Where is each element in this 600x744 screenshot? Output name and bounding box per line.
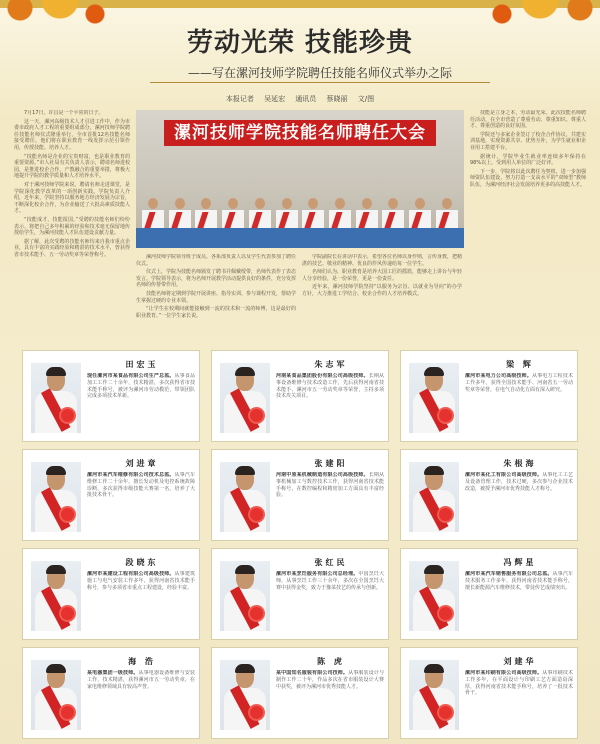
master-card [400,647,578,739]
master-card [22,350,200,442]
byline-part: 文/图 [357,95,375,103]
master-portrait [220,363,270,433]
master-portrait [409,561,459,631]
article-paragraph: “让学生在校期间就能接触到一流的技术和一流的师傅，这是最好的职业教育。”一位学生家长说。 [136,306,296,319]
master-title: 漯河市某烹饪服务有限公司总经理。 [276,571,359,577]
master-title: 漯河市某化工有限公司高级技师。 [465,472,543,478]
master-card [400,449,578,541]
master-description [87,670,195,734]
article-column-1 [14,110,130,342]
article-paragraph: 对于漯河技师学院来说，聘请名师走进课堂，是学院深化教学改革的一项创新实践。学院负责人介绍，近年来，学院坚持以服务地方经济发展为宗旨，不断深化校企合作，为企业输送了大批高素质技能人才。 [14,181,130,215]
master-bio: 从事食品加工工作二十余年，技术精湛，多次获得省市技术能手称号，被评为漯河市劳动模范，带领团队完成多项技术革新。 [87,373,195,400]
master-description [276,670,384,734]
master-portrait [220,660,270,730]
master-name: 张建阳 [314,458,348,468]
ceremony-banner: 漯河技师学院技能名师聘任大会 [164,120,436,146]
master-card [400,350,578,442]
article-paragraph: “技能名师是企业的宝贵财富，也是职业教育的重要资源。”市人社局有关负责人表示，聘请名师进校园，是推进校企合作、产教融合的重要举措，将极大地提升学院的教学质量和人才培养水平。 [14,153,130,180]
master-card [211,449,389,541]
master-description [87,472,195,536]
byline [0,94,600,104]
subheadline: ——写在漯河技师学院聘任技能名师仪式举办之际 [187,66,452,80]
master-description [465,373,573,437]
master-title: 某电器集团一级技师。 [87,670,139,676]
article-paragraph: “技能成才、技能报国。”受聘的技能名师们纷纷表示，将把自己多年积累的经验和技术毫无保留地传授给学生，为漯河技能人才队伍建设贡献力量。 [14,216,130,237]
master-bio: 从事电器设备维修与安装工作，技术精湛，获得漯河市五一劳动奖章，在家电维修领域具有较高声誉。 [87,670,195,690]
master-name: 田宏玉 [125,359,159,369]
master-title: 漯河市某电力公司高级技师。 [465,373,532,379]
article-column-3 [302,254,462,342]
headline: 劳动光荣 技能珍贵 [186,28,414,58]
master-title: 漯河市某汽车销售服务有限公司总监。 [465,571,553,577]
master-portrait [409,462,459,532]
master-bio: 长期从事机械加工与数控技术工作，获得河南省技术能手称号，在数控编程和精密加工方面具有丰富经验。 [276,472,384,499]
article-paragraph: 下一步，学院将以此次聘任为契机，进一步加强师资队伍建设，努力打造一支高水平的“双师型”教师队伍，为漯河经济社会发展培养更多的高技能人才。 [470,168,586,188]
byline-part: 本报记者 [225,95,254,103]
master-card [22,647,200,739]
article-paragraph: 技能是立身之本，劳动最光荣。此次技能名师聘任活动，在全市营造了尊重劳动、尊重知识、尊重人才、尊重创造的良好氛围。 [470,110,586,130]
master-bio: 中国烹饪大师，从事烹饪工作三十余年，多次在全国烹饪大赛中获得金奖，致力于豫菜技艺的传承与创新。 [276,571,384,591]
master-portrait [31,462,81,532]
master-portrait [220,462,270,532]
article-column-2 [136,254,296,342]
article-paragraph: 这一天，漯河高级技术人才引进工作中，作为市委市政府人才工程的重要组成部分，漯河技师学院聘任技能名师仪式隆重举行，全市首批12名技能名师接受聘任，他们将在职业教育一线发挥示范引领作用，传授技能、培养人才。 [14,118,130,151]
master-bio: 从事化工工艺及设备管理工作，技术过硬，多次参与企业技术改造，被授予漯河市优秀技能人才称号。 [465,472,573,492]
master-portrait [409,363,459,433]
master-name: 陈 虎 [317,656,345,666]
master-card [211,647,389,739]
master-name: 梁 辉 [506,359,534,369]
master-name: 张红民 [314,557,348,567]
master-bio: 长期从事设备维修与技术改造工作，先后获得河南省技术能手、漯河市五一劳动奖章等荣誉，主持多项技术攻关项目。 [276,373,384,400]
master-portrait [220,561,270,631]
master-bio: 从事服装设计与制作工作二十年，作品多次在省市服装设计大赛中获奖，被评为漯河市优秀技能人才。 [276,670,384,690]
master-title: 河南某食品集团股份有限公司高级技师。 [276,373,369,379]
master-description [87,373,195,437]
master-card [22,548,200,640]
article-paragraph: 学院副院长在讲话中表示，希望各位名师以身作则，言传身教，把精湛的技艺、敬业的精神、优良的作风传递给每一位学生。 [302,254,462,267]
headline-divider [150,82,490,83]
article-paragraph: 仪式上，学院为技能名师颁发了聘书并佩戴绶带，名师代表作了表态发言。学院领导表示，将为名师开展教学活动提供良好的条件，充分发挥名师的传帮带作用。 [136,269,296,289]
byline-part: 通讯员 [295,95,317,103]
byline-part: 蔡晓丽 [326,95,348,103]
master-name: 刘建华 [503,656,537,666]
master-portrait [31,363,81,433]
master-name: 刘进章 [125,458,159,468]
master-name: 朱志军 [314,359,348,369]
article-paragraph: 近年来，漯河技师学院坚持“以服务为宗旨、以就业为导向”的办学方针，大力推进工学结合、校企合作的人才培养模式。 [302,284,462,297]
master-name: 冯辉星 [503,557,537,567]
master-name: 段晓东 [125,557,159,567]
master-title: 漯河市某汽车维修有限公司技术总监。 [87,472,175,478]
master-bio: 从事印刷技术工作多年，在平面设计与印刷工艺方面造诣深厚，获得河南省技术能手称号，培养了一批技术骨干。 [465,670,573,697]
article-paragraph: 据统计，学院毕业生就业率连续多年保持在98%以上，受到用人单位的广泛好评。 [470,153,586,167]
master-description [465,472,573,536]
master-description [465,571,573,635]
master-description [465,670,573,734]
article-column-4 [470,110,586,342]
master-portrait [31,660,81,730]
master-description [276,472,384,536]
master-title: 漯河市某印刷有限公司高级技师。 [465,670,543,676]
article-paragraph: 名师们认为，职业教育是培养大国工匠的摇篮，能够走上讲台与年轻人分享经验，是一份荣誉，更是一份责任。 [302,269,462,282]
master-title: 河南中原某机械制造有限公司高级技师。 [276,472,369,478]
master-bio: 从事电力工程技术工作多年，获得全国技术能手、河南省五一劳动奖章等荣誉，在电气自动化方面有深入研究。 [465,373,573,393]
article-paragraph: 学院还与多家企业签订了校企合作协议，共建实训基地，实现资源共享、优势互补，为学生就业和企业用工搭建平台。 [470,131,586,151]
master-card [22,449,200,541]
master-card [211,548,389,640]
article-paragraph: 技能名师将定期到学院开展讲座、指导实训、参与课程开发，帮助学生掌握过硬的专业本领。 [136,290,296,304]
master-bio: 从事建筑施工与电气安装工作多年，获得河南省技术能手称号，参与多项省市重点工程建设，经验丰富。 [87,571,195,591]
master-name: 海 浩 [128,656,156,666]
master-title: 现任漯河市某食品有限公司生产总监。 [87,373,175,379]
byline-part: 吴延宏 [264,95,286,103]
master-name: 朱根海 [503,458,537,468]
master-title: 某中国知名服装有限公司技师。 [276,670,349,676]
master-portrait [409,660,459,730]
article-paragraph: 据了解，此次受聘的技能名师均来自我市重点企业，具有丰富的实践经验和精湛的技术水平，曾获得省市技术能手、五一劳动奖章等荣誉称号。 [14,238,130,258]
article-paragraph: 7月17日，许昌是一个平常的日子。 [24,110,104,116]
master-title: 漯河市某建设工程有限公司高级技师。 [87,571,175,577]
master-card [400,548,578,640]
ceremony-photo [136,110,464,248]
master-description [87,571,195,635]
photo-table [136,228,464,248]
article-paragraph: 漯河技师学院领导班子成员、各系部负责人以及学生代表参加了聘任仪式。 [136,254,296,267]
master-bio: 从事汽车技术服务工作多年，获得河南省技术能手称号，擅长新能源汽车维修技术，带徒传艺成绩突出。 [465,571,573,591]
master-description [276,571,384,635]
master-card [211,350,389,442]
master-description [276,373,384,437]
master-bio: 从事汽车维修工作二十余年，擅长发动机及电控系统故障诊断，多次获得市级技能大赛第一名，培养了大批技术骨干。 [87,472,195,499]
master-portrait [31,561,81,631]
